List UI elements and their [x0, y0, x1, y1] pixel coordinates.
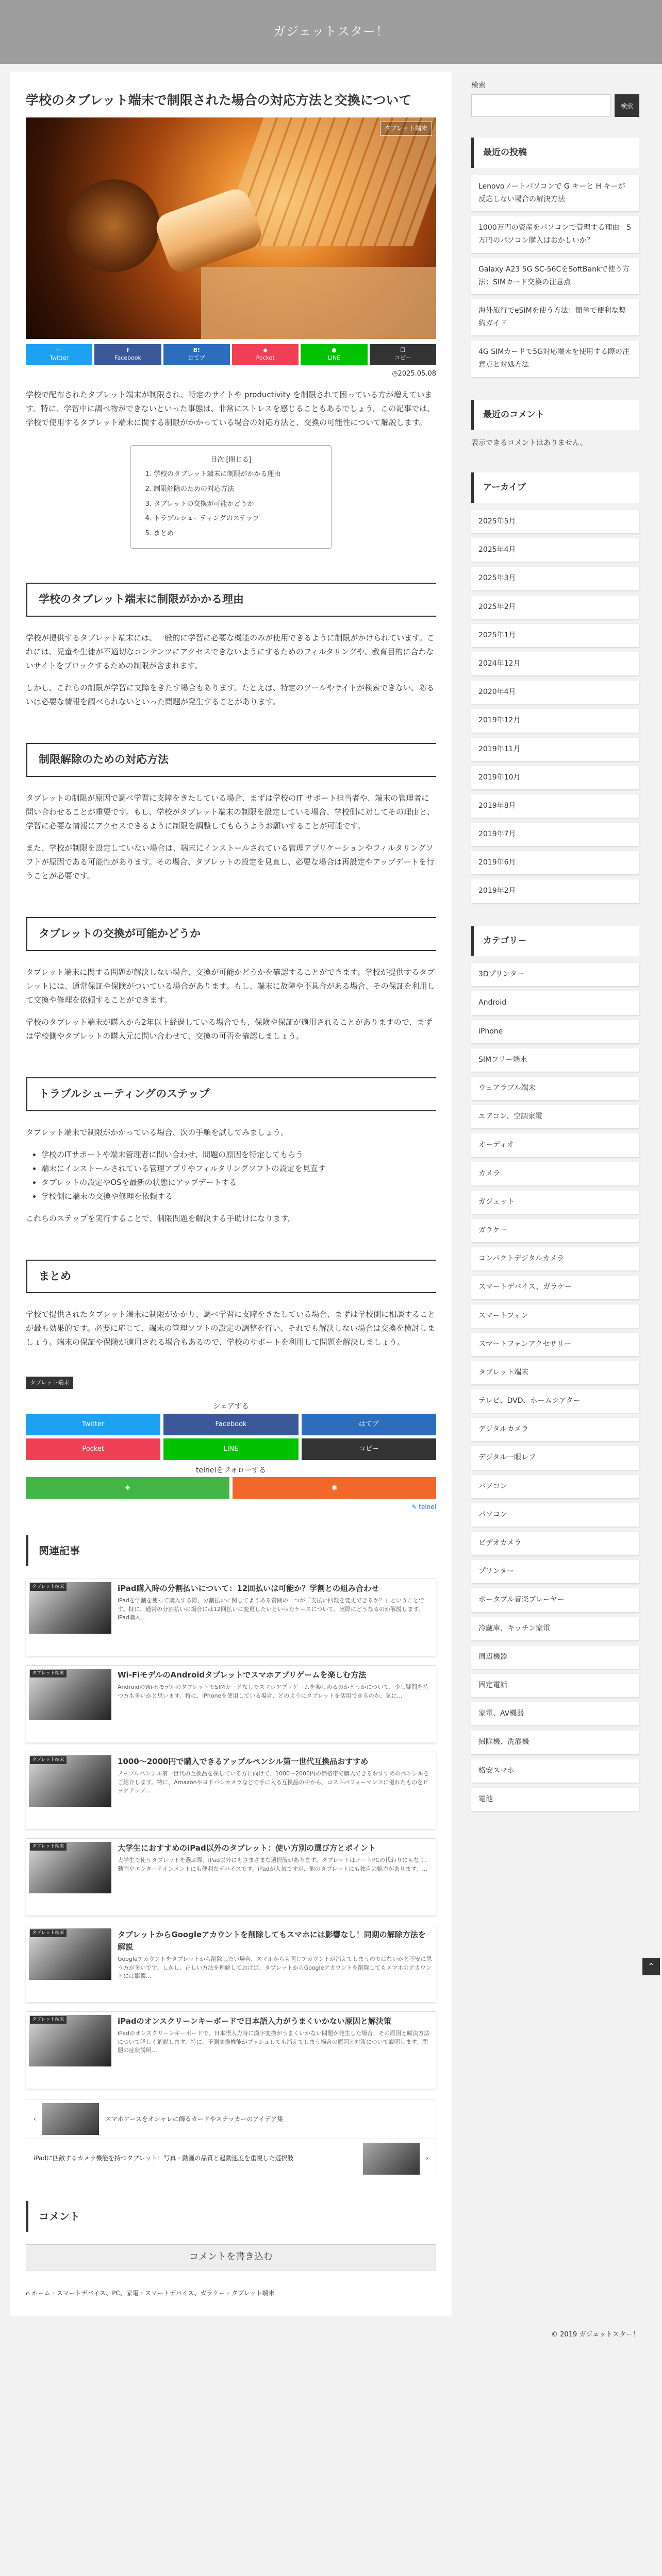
- line-icon: ●: [332, 347, 337, 354]
- breadcrumb-item[interactable]: › スマートデバイス、ガラケー: [141, 2290, 225, 2297]
- steps-list: [26, 1148, 436, 1204]
- eyecatch-image: [26, 117, 436, 339]
- related-card[interactable]: [26, 1838, 436, 1916]
- category-title: カテゴリー: [471, 926, 639, 956]
- recent-comments-title: 最近のコメント: [471, 400, 639, 430]
- top-share-hatena-button[interactable]: B! はてブ: [163, 344, 230, 365]
- related-card[interactable]: [26, 1665, 436, 1742]
- breadcrumb-item[interactable]: › スマートデバイス、PC、家電: [52, 2290, 139, 2297]
- category-link[interactable]: スマートフォン: [471, 1304, 639, 1328]
- top-share-facebook-button[interactable]: f Facebook: [94, 344, 161, 365]
- author-link[interactable]: ✎ telnel: [411, 1503, 436, 1511]
- category-link[interactable]: テレビ、DVD、ホームシアター: [471, 1389, 639, 1413]
- copy-icon: ❐: [400, 347, 406, 354]
- category-link[interactable]: オーディオ: [471, 1133, 639, 1157]
- hatena-icon: B!: [193, 347, 201, 354]
- recent-post-link[interactable]: Lenovoノートパソコンで G キーと H キーが反応しない場合の解決方法: [471, 175, 639, 211]
- main-article: [10, 72, 452, 2316]
- category-link[interactable]: スマートデバイス、ガラケー: [471, 1276, 639, 1299]
- toc-item[interactable]: 2. 制限解除のための対応方法: [154, 482, 319, 497]
- bottom-share-buttons: [26, 1414, 436, 1460]
- archive-link[interactable]: 2020年4月: [471, 681, 639, 704]
- share-twitter-button[interactable]: Twitter: [26, 1414, 160, 1435]
- top-share-line-button[interactable]: ● LINE: [301, 344, 367, 365]
- related-card[interactable]: [26, 1579, 436, 1656]
- share-title: シェアする: [213, 1402, 249, 1411]
- list-item: • 学校のITサポートや端末管理者に問い合わせ、問題の原因を特定してもらう: [41, 1148, 436, 1162]
- category-link[interactable]: タブレット端末: [471, 1361, 639, 1384]
- related-thumbnail: タブレット端末: [29, 1755, 111, 1807]
- recent-posts-list: [471, 175, 639, 377]
- comment-heading: コメント: [26, 2201, 436, 2232]
- archive-link[interactable]: 2025年1月: [471, 624, 639, 647]
- related-card[interactable]: [26, 2011, 436, 2089]
- toc-item[interactable]: 5. まとめ: [154, 527, 319, 541]
- archive-link[interactable]: 2019年7月: [471, 823, 639, 846]
- section-paragraph: しかし、これらの制限が学習に支障をきたす場合もあります。たとえば、特定のツールやサイトが検索できない、あるいは必要な情報を調べられないといった問題が発生することがあります。: [26, 683, 435, 707]
- clock-icon: ◷: [392, 369, 398, 378]
- archive-link[interactable]: 2019年2月: [471, 879, 639, 903]
- category-link[interactable]: 格安スマホ: [471, 1759, 639, 1783]
- sidebar: [471, 72, 639, 2316]
- facebook-icon: f: [126, 347, 129, 354]
- archive-link[interactable]: 2024年12月: [471, 652, 639, 675]
- category-link[interactable]: デジタル一眼レフ: [471, 1446, 639, 1469]
- related-thumbnail: タブレット端末: [29, 1669, 111, 1720]
- pencil-icon: ✎: [411, 1503, 417, 1511]
- category-link[interactable]: パソコン: [471, 1503, 639, 1527]
- section-heading: トラブルシューティングのステップ: [26, 1077, 436, 1111]
- category-link[interactable]: 周辺機器: [471, 1646, 639, 1669]
- category-link[interactable]: ガジェット: [471, 1191, 639, 1214]
- category-link[interactable]: 冷蔵庫、キッチン家電: [471, 1617, 639, 1640]
- top-share-twitter-button[interactable]: 🐦 Twitter: [26, 344, 92, 365]
- share-copy-button[interactable]: コピー: [302, 1438, 436, 1460]
- section-heading: まとめ: [26, 1260, 436, 1294]
- archive-title: アーカイブ: [471, 472, 639, 503]
- section-heading: 制限解除のための対応方法: [26, 743, 436, 777]
- feedly-follow-button[interactable]: [26, 1477, 229, 1499]
- search-input[interactable]: [471, 94, 610, 117]
- share-hatena-button[interactable]: はてブ: [302, 1414, 436, 1435]
- related-snippet: AndroidのWi-FiモデルのタブレットでSIMカードなしでスマホアプリゲームを楽しめるのかどうかについて、少し疑問を持つ方も多いかと思います。特に、iPhoneを使用している場合、どのようにタブレットを活用できるのか、気に...: [118, 1684, 429, 1699]
- article-title: 学校のタブレット端末で制限された場合の対応方法と交換について: [26, 93, 412, 108]
- search-button[interactable]: 検索: [615, 94, 639, 117]
- recent-posts-title: 最近の投稿: [471, 138, 639, 168]
- write-comment-button[interactable]: コメントを書き込む: [26, 2244, 436, 2270]
- related-thumbnail: タブレット端末: [29, 1582, 111, 1634]
- site-header: [0, 0, 662, 64]
- category-link[interactable]: ビデオカメラ: [471, 1532, 639, 1555]
- archive-link[interactable]: 2025年4月: [471, 538, 639, 562]
- back-to-top-button[interactable]: [642, 1958, 660, 1975]
- tag-link[interactable]: タブレット端末: [26, 1377, 73, 1389]
- list-item: • 学校側に端末の交換や修理を依頼する: [41, 1190, 436, 1204]
- related-snippet: アップルペンシル第一世代の互換品を探している方に向けて、1000〜2000円の価格帯で購入できるおすすめのペンシルをご紹介します。特に、Amazonやヨドバシカメラなどで手に入る互換品の中から、コストパフォーマンスに優れたものをピックアップ...: [118, 1770, 429, 1794]
- archive-link[interactable]: 2025年2月: [471, 596, 639, 619]
- toc-item[interactable]: 3. タブレットの交換が可能かどうか: [154, 497, 319, 512]
- list-item: • 端末にインストールされている管理アプリやフィルタリングソフトの設定を見直す: [41, 1162, 436, 1176]
- prev-post-thumbnail: [42, 2103, 99, 2135]
- copyright-text: © 2019 ガジェットスター！: [551, 2331, 639, 2339]
- home-icon: ⌂: [26, 2289, 30, 2297]
- category-link[interactable]: 掃除機、洗濯機: [471, 1731, 639, 1754]
- related-card[interactable]: [26, 1752, 436, 1829]
- category-list: [471, 963, 639, 1811]
- twitter-icon: 🐦: [55, 347, 63, 354]
- related-title: Wi-FiモデルのAndroidタブレットでスマホアプリゲームを楽しむ方法: [118, 1670, 367, 1680]
- top-share-pocket-button[interactable]: ◆ Pocket: [232, 344, 299, 365]
- follow-title: telnelをフォローする: [196, 1466, 266, 1475]
- archive-link[interactable]: 2019年6月: [471, 851, 639, 874]
- top-share-buttons: [26, 344, 436, 365]
- category-link[interactable]: 3Dプリンター: [471, 963, 639, 986]
- toc-title[interactable]: 目次 [閉じる]: [210, 455, 252, 464]
- rss-icon: ◉: [331, 1484, 338, 1492]
- section-paragraph: タブレット端末で制限がかかっている場合、次の手順を試してみましょう。: [26, 1127, 289, 1137]
- related-title: タブレットからGoogleアカウントを削除してもスマホには影響なし！同期の解除方法を解説: [118, 1930, 426, 1952]
- section-heading: 学校のタブレット端末に制限がかかる理由: [26, 583, 436, 617]
- related-title: iPadのオンスクリーンキーボードで日本語入力がうまくいかない原因と解決策: [118, 2016, 391, 2026]
- prev-post-link[interactable]: ‹ スマホケースをオシャレに飾るカードやステッカーのアイデア集: [26, 2099, 436, 2139]
- related-title: 1000〜2000円で購入できるアップルペンシル第一世代互換品おすすめ: [118, 1757, 369, 1767]
- related-title: 大学生におすすめのiPad以外のタブレット：使い方別の選び方とポイント: [118, 1843, 376, 1853]
- search-label: 検索: [471, 81, 486, 90]
- category-link[interactable]: 電池: [471, 1788, 639, 1811]
- category-link[interactable]: カメラ: [471, 1162, 639, 1185]
- eyecatch-category-label[interactable]: タブレット端末: [380, 122, 432, 136]
- recent-post-link[interactable]: Galaxy A23 5G SC-56CをSoftBankで使う方法：SIMカード交換の注意点: [471, 258, 639, 294]
- section-paragraph: タブレットの制限が原因で調べ学習に支障をきたしている場合、まずは学校のIT サポート担当者や、端末の管理者に問い合わせることが重要です。もし、学校がタブレット端末の制限を設定している場合、学校側に対してその理由と、学習に必要な情報にアクセスできるように制限を調整してもらうようお願いすることが可能です。: [26, 793, 435, 831]
- share-pocket-button[interactable]: Pocket: [26, 1438, 160, 1460]
- site-logo[interactable]: ガジェットスター！: [273, 24, 389, 39]
- related-title: iPad購入時の分割払いについて：12回払いは可能か？学割との組み合わせ: [118, 1584, 379, 1594]
- section-paragraph: また、学校が制限を設定していない場合は、端末にインストールされている管理アプリケーションやフィルタリングソフトが原因である可能性があります。その場合、タブレットの設定を見直し、必要な場合は再設定やアップデートを行うことが必要です。: [26, 843, 435, 881]
- rss-follow-button[interactable]: [233, 1477, 436, 1499]
- share-line-button[interactable]: LINE: [163, 1438, 298, 1460]
- breadcrumb-item[interactable]: ⌂ ホーム: [26, 2289, 51, 2297]
- chevron-left-icon: ‹: [34, 2115, 36, 2123]
- list-item: • タブレットの設定やOSを最新の状態にアップデートする: [41, 1176, 436, 1190]
- site-footer: [0, 2316, 662, 2356]
- related-thumbnail: タブレット端末: [29, 2015, 111, 2066]
- breadcrumb: [26, 2288, 436, 2299]
- pocket-icon: ◆: [263, 347, 268, 354]
- section-paragraph: タブレット端末に関する問題が解決しない場合、交換が可能かどうかを確認することができます。学校が提供するタブレットには、通常保証や保険がついている場合があります。もし、端末に故障や不具合がある場合、その保証を利用して交換や修理を依頼することができます。: [26, 967, 435, 1005]
- feedly-icon: ◈: [125, 1484, 130, 1492]
- no-comments-text: 表示できるコメントはありません。: [471, 439, 587, 448]
- category-link[interactable]: パソコン: [471, 1475, 639, 1498]
- tag-list: [26, 1375, 436, 1389]
- share-facebook-button[interactable]: Facebook: [163, 1414, 298, 1435]
- related-snippet: iPadを学割を使って購入する際、分割払いに関してよくある質問の一つが「支払い回数を変更できるか？」ということです。特に、通常の分割払いの場合には12回払いに変更したいといったケースについて、実際にどうなるのか解説します。iPad購入...: [118, 1597, 424, 1621]
- archive-link[interactable]: 2019年10月: [471, 766, 639, 789]
- toc-item[interactable]: 1. 学校のタブレット端末に制限がかかる理由: [154, 467, 319, 482]
- next-post-thumbnail: [363, 2143, 420, 2175]
- category-link[interactable]: エアコン、空調家電: [471, 1105, 639, 1128]
- search-box: [471, 94, 639, 117]
- archive-link[interactable]: 2025年3月: [471, 567, 639, 590]
- follow-buttons: [26, 1477, 436, 1499]
- category-link[interactable]: スマートフォンアクセサリー: [471, 1333, 639, 1356]
- category-link[interactable]: ウェアラブル端末: [471, 1077, 639, 1100]
- category-link[interactable]: 家電、AV機器: [471, 1702, 639, 1725]
- recent-post-link[interactable]: 海外旅行でeSIMを使う方法：簡単で便利な契約ガイド: [471, 299, 639, 335]
- content-wrap: [0, 64, 662, 2316]
- archive-link[interactable]: 2019年12月: [471, 709, 639, 732]
- post-navigation: [26, 2099, 436, 2178]
- section-paragraph: 学校で提供されたタブレット端末に制限がかかり、調べ学習に支障をきたしている場合、まずは学校側に相談することが最も効果的です。必要に応じて、端末の管理ソフトの設定の調整を行い、それでも解決しない場合は交換を検討しましょう。端末の保証や保険が適用される場合もあるので、学校のサポートを利用して問題を解決しましょう。: [26, 1310, 436, 1347]
- category-link[interactable]: ガラケー: [471, 1219, 639, 1242]
- table-of-contents: [130, 445, 332, 549]
- related-snippet: iPadのオンスクリーンキーボードで、日本語入力時に漢字変換がうまくいかない問題が発生した場合、その原因と解決方法について詳しく解説します。特に、予測変換機能がプッシュしても消えてしまう場合の原因と対策について説明します。問題の症状説明...: [118, 2030, 430, 2054]
- category-link[interactable]: プリンター: [471, 1560, 639, 1583]
- section-paragraph: 学校のタブレット端末が購入から2年以上経過している場合でも、保険や保証が適用されることがありますので、まずは学校側やタブレットの購入元に問い合わせて、交換の可否を確認しましょう。: [26, 1017, 433, 1041]
- category-link[interactable]: SIMフリー端末: [471, 1048, 639, 1072]
- section-paragraph: 学校が提供するタブレット端末には、一般的に学習に必要な機能のみが使用できるように制限がかけられています。これには、児童や生徒が不適切なコンテンツにアクセスできないようにするためのフィルタリングや、教育目的に合わないサイトをブロックするための制限が含まれます。: [26, 633, 435, 671]
- related-snippet: 大学生で使うタブレットを選ぶ際、iPad以外にもさまざまな選択肢があります。タブレットはノートPCの代わりにもなり、動画やエンターテインメントにも便利なデバイスです。iPadが人気ですが、他のタブレットにも独自の魅力があります。...: [118, 1857, 431, 1872]
- recent-post-link[interactable]: 1000万円の資産をパソコンで管理する理由：5万円のパソコン購入はおかしいか？: [471, 216, 639, 252]
- top-share-copy-button[interactable]: ❐ コピー: [370, 344, 436, 365]
- archive-list: [471, 510, 639, 903]
- category-link[interactable]: デジタルカメラ: [471, 1418, 639, 1441]
- chevron-up-icon: ⌃: [648, 1961, 655, 1971]
- archive-link[interactable]: 2019年8月: [471, 794, 639, 818]
- category-link[interactable]: Android: [471, 991, 639, 1014]
- article-intro: 学校で配布されたタブレット端末が制限され、特定のサイトや productivity を制限されて困っている方が増えています。特に、学習中に調べ物ができないといった事態は、非常にストレスを感じることもあるでしょう。この記事では、学校で使用するタブレット端末に関する制限がかかっている場合の対応方法と、交換の可能性について解説します。: [26, 389, 435, 427]
- section-heading: タブレットの交換が可能かどうか: [26, 917, 436, 951]
- chevron-right-icon: ›: [426, 2155, 428, 2162]
- archive-link[interactable]: 2025年5月: [471, 510, 639, 533]
- related-snippet: Googleアカウントをタブレットから削除したい場合、スマホからも同じアカウントが消えてしまうのではないかと不安に思う方が多いです。しかし、正しい方法を理解しておけば、タブレットからGoogleアカウントを削除してもスマホのアカウントには影響...: [118, 1956, 432, 1980]
- category-link[interactable]: iPhone: [471, 1020, 639, 1043]
- archive-link[interactable]: 2019年11月: [471, 738, 639, 761]
- category-link[interactable]: ポータブル音楽プレーヤー: [471, 1588, 639, 1612]
- related-thumbnail: タブレット端末: [29, 1928, 111, 1980]
- post-date: ◷2025.05.08: [392, 369, 436, 378]
- breadcrumb-item[interactable]: › タブレット端末: [227, 2290, 274, 2297]
- next-post-link[interactable]: iPadに匹敵するカメラ機能を持つタブレット：写真・動画の品質と起動速度を重視した選択肢 ›: [26, 2139, 436, 2178]
- section-paragraph: これらのステップを実行することで、制限問題を解決する手助けになります。: [26, 1213, 296, 1223]
- toc-item[interactable]: 4. トラブルシューティングのステップ: [154, 512, 319, 527]
- related-heading: 関連記事: [26, 1535, 436, 1566]
- related-thumbnail: タブレット端末: [29, 1842, 111, 1893]
- category-link[interactable]: コンパクトデジタルカメラ: [471, 1247, 639, 1270]
- related-card[interactable]: [26, 1925, 436, 2002]
- category-link[interactable]: 固定電話: [471, 1674, 639, 1697]
- recent-post-link[interactable]: 4G SIMカードで5G対応端末を使用する際の注意点と対処方法: [471, 341, 639, 377]
